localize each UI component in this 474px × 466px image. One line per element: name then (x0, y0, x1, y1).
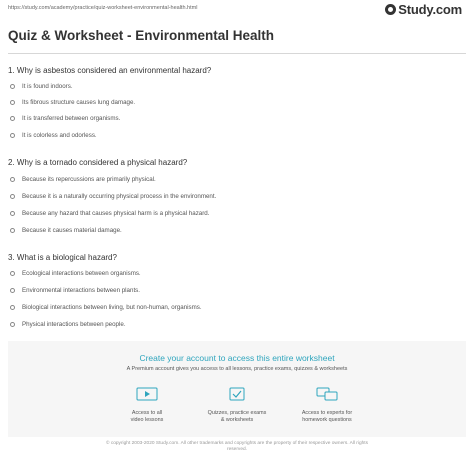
question-1: 1. Why is asbestos considered an environmental hazard? (8, 66, 212, 75)
footer-line: reserved. (227, 447, 247, 453)
radio-icon[interactable] (10, 322, 15, 327)
option-label: Because any hazard that causes physical harm is a physical hazard. (22, 210, 210, 217)
radio-icon[interactable] (10, 84, 15, 89)
option-label: It is transferred between organisms. (22, 115, 121, 122)
question-1-option-2[interactable] (10, 99, 135, 106)
experts-icon (316, 387, 338, 401)
radio-icon[interactable] (10, 116, 15, 121)
radio-icon[interactable] (10, 211, 15, 216)
radio-icon[interactable] (10, 194, 15, 199)
question-2: 2. Why is a tornado considered a physical hazard? (8, 158, 188, 167)
feature-text (282, 410, 372, 424)
question-1-option-4[interactable] (10, 132, 97, 139)
feature-quizzes (192, 387, 282, 424)
question-2-option-4[interactable] (10, 227, 122, 234)
title-divider (8, 53, 466, 54)
radio-icon[interactable] (10, 305, 15, 310)
option-label: Because its repercussions are primarily physical. (22, 176, 156, 183)
logo-icon (385, 4, 396, 15)
feature-text (102, 410, 192, 424)
page-title: Quiz & Worksheet - Environmental Health (8, 28, 275, 43)
radio-icon[interactable] (10, 271, 15, 276)
radio-icon[interactable] (10, 228, 15, 233)
study-logo[interactable] (385, 2, 462, 17)
feature-line: Access to experts for (301, 410, 353, 416)
question-1-option-1[interactable] (10, 83, 73, 90)
question-2-option-3[interactable] (10, 210, 209, 217)
video-lessons-icon (136, 387, 158, 401)
promo-title[interactable]: Create your account to access this entire worksheet (139, 353, 335, 363)
option-label: It is colorless and odorless. (22, 132, 97, 139)
question-3-option-1[interactable] (10, 270, 141, 277)
footer-line: © copyright 2003-2020 Study.com. All other trademarks and copyrights are the property of their respective owners. All rights (105, 441, 369, 446)
radio-icon[interactable] (10, 100, 15, 105)
question-2-option-1[interactable] (10, 176, 156, 183)
radio-icon[interactable] (10, 288, 15, 293)
option-label: Ecological interactions between organisms. (22, 270, 141, 277)
option-label: Physical interactions between people. (22, 321, 126, 328)
feature-experts (282, 387, 372, 424)
question-3-option-2[interactable] (10, 287, 140, 294)
option-label: Environmental interactions between plants. (22, 287, 140, 294)
page-url: https://study.com/academy/practice/quiz-worksheet-environmental-health.html (8, 5, 198, 11)
quizzes-icon (226, 387, 248, 401)
option-label: Because it causes material damage. (22, 227, 122, 234)
premium-promo-box (8, 341, 466, 437)
question-3: 3. What is a biological hazard? (8, 253, 117, 262)
feature-line: Access to all (131, 410, 163, 416)
feature-line: homework questions (302, 417, 352, 423)
feature-line: & worksheets (220, 417, 254, 423)
radio-icon[interactable] (10, 133, 15, 138)
copyright-footer (0, 441, 474, 453)
promo-subtitle: A Premium account gives you access to all lessons, practice exams, quizzes & worksheets (126, 366, 348, 372)
feature-line: video lessons (130, 417, 164, 423)
option-label: Because it is a naturally occurring physical process in the environment. (22, 193, 217, 200)
option-label: Biological interactions between living, but non-human, organisms. (22, 304, 202, 311)
feature-text (192, 410, 282, 424)
question-1-option-3[interactable] (10, 115, 120, 122)
logo-text: Study.com (398, 2, 462, 17)
radio-icon[interactable] (10, 177, 15, 182)
option-label: It is found indoors. (22, 83, 73, 90)
question-2-option-2[interactable] (10, 193, 216, 200)
feature-video-lessons (102, 387, 192, 424)
option-label: Its fibrous structure causes lung damage. (22, 99, 136, 106)
feature-line: Quizzes, practice exams (207, 410, 267, 416)
question-3-option-4[interactable] (10, 321, 126, 328)
question-3-option-3[interactable] (10, 304, 202, 311)
